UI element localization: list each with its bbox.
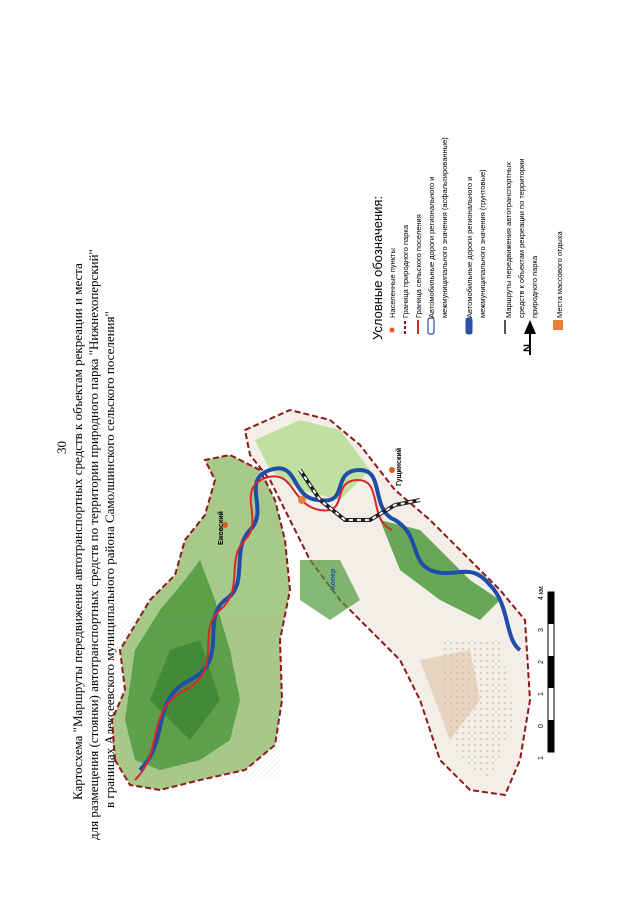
legend-item-paved-road-1: Автомобильные дороги регионального и — [427, 176, 436, 318]
scale-tick-0: 0 — [538, 724, 545, 728]
legend-item-routes-2: средств к объектам рекреации по территории — [517, 158, 526, 318]
place-gushchinsky: Гущинский — [396, 447, 403, 486]
settlement-gushchinsky-icon — [389, 467, 395, 473]
scale-bar — [548, 592, 554, 752]
legend-item-park-boundary: Граница природного парка — [401, 225, 410, 318]
legend-item-dirt-road-2: межмуниципального значения (грунтовые) — [478, 169, 487, 318]
title-line-1: Картосхема "Маршруты передвижения автотранспортных средств к объектам рекреации и места — [70, 263, 85, 800]
legend-item-dirt-road-1: Автомобильные дороги регионального и — [465, 176, 474, 318]
legend-swatches — [390, 318, 564, 334]
river-label: Хопер — [330, 568, 337, 590]
legend-item-paved-road-2: межмуниципального значения (асфальтированные) — [440, 137, 449, 318]
legend-item-routes-3: природного парка — [530, 255, 539, 318]
title-line-3: в границах Алексеевского муниципального района Самолшинского сельского поселения" — [102, 311, 117, 808]
north-label: N — [522, 344, 534, 352]
scale-tick-3: 3 — [538, 628, 545, 632]
scale-tick-1b: 1 — [538, 692, 545, 696]
legend-heading: Условные обозначения: — [370, 195, 385, 340]
page-number: 30 — [54, 441, 69, 454]
legend-item-routes-1: Маршруты передвижения автотранспортных — [504, 161, 513, 318]
place-ezhovsky: Ежовский — [218, 511, 225, 545]
legend-item-settlements: Населенные пункты — [388, 248, 397, 318]
scale-tick-4km: 4 км — [538, 586, 545, 600]
legend-item-settlement-boundary: Граница сельского поселения — [414, 214, 423, 318]
recreation-site-icon — [298, 496, 306, 504]
scale-tick-1: 1 — [538, 756, 545, 760]
legend-item-recreation: Места массового отдыха — [555, 231, 564, 318]
title-line-2: для размещения (стоянки) автотранспортных средств по территории природного парка "Нижнехоперский" — [86, 249, 101, 840]
scale-tick-2: 2 — [538, 660, 545, 664]
